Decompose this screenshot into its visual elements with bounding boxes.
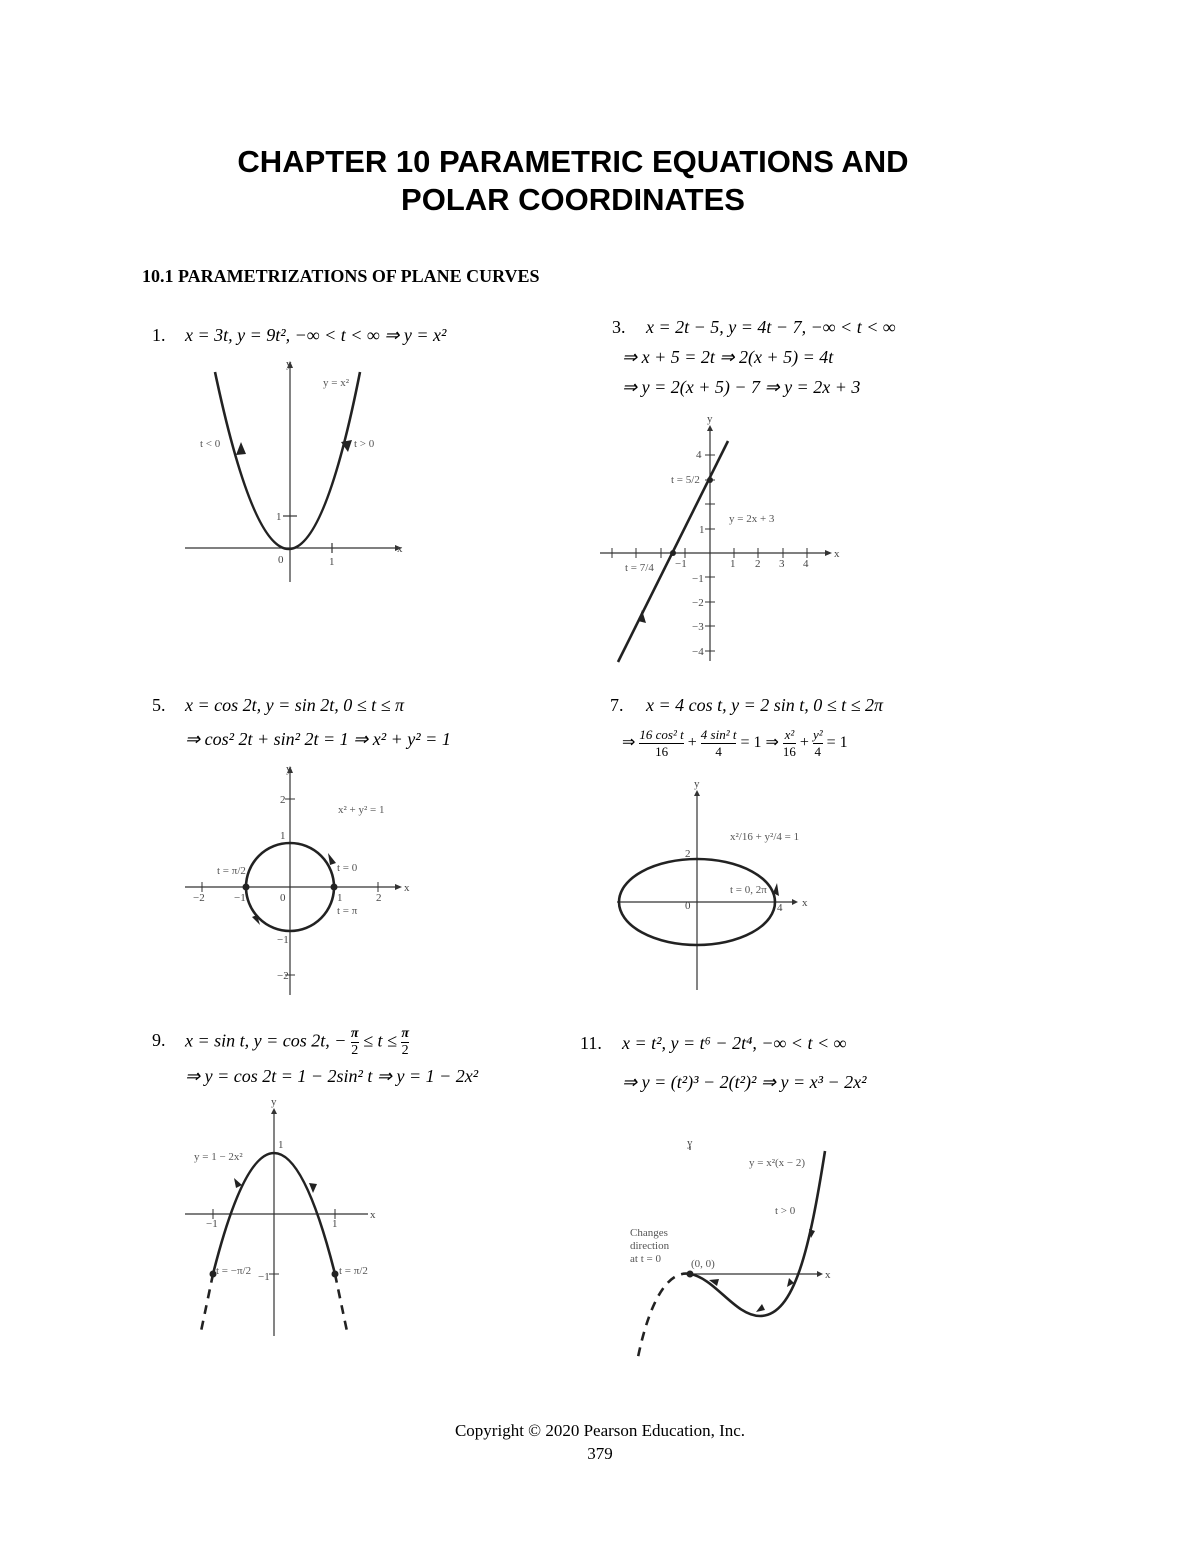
tick-label: 1	[730, 558, 736, 570]
tick-label: 0	[685, 900, 691, 912]
curve-label: y = 1 − 2x²	[194, 1151, 243, 1163]
tick-label: −2	[692, 597, 704, 609]
tick-label: 3	[779, 558, 785, 570]
tick-label: 2	[376, 892, 382, 904]
problem-equation-fraction	[185, 1026, 409, 1059]
problem-equation-fraction: ⇒ $\frac{\text{16 cos² t}}{16}$ + $\frac{\text{4 sin² t}}{4}$ = 1 ⇒ $\frac{\text{x²}}{16}$ + $\frac{\text{y²}}{4}$ = 1	[622, 727, 848, 759]
chapter-title-line2: POLAR COORDINATES	[401, 182, 745, 217]
curve-label: x² + y² = 1	[338, 804, 385, 816]
axis-label: y	[707, 413, 713, 425]
axis-label: y	[271, 1096, 277, 1108]
tick-label: 1	[276, 511, 282, 523]
fraction-numerator: x²	[784, 727, 795, 742]
curve-label: y = x²	[323, 377, 350, 389]
param-label: t = 0, 2π	[730, 884, 767, 896]
tick-label: 2	[280, 794, 286, 806]
graph-problem-1	[180, 360, 420, 590]
curve-label: y = 2x + 3	[729, 513, 775, 525]
tick-label: 4	[777, 902, 783, 914]
param-label: t > 0	[354, 438, 375, 450]
axis-label: x	[397, 543, 403, 555]
tick-label: 0	[278, 554, 284, 566]
param-label: t = 5/2	[671, 474, 700, 486]
tick-label: 1	[699, 524, 705, 536]
tick-label: 4	[803, 558, 809, 570]
tick-label: −1	[206, 1218, 218, 1230]
tick-label: 1	[329, 556, 335, 568]
tick-label: −2	[193, 892, 205, 904]
problem-equation: ⇒ y = 2(x + 5) − 7 ⇒ y = 2x + 3	[622, 377, 861, 397]
axis-label: y	[286, 358, 292, 370]
fraction-denominator: 16	[655, 744, 669, 759]
equation-text: = 1 ⇒	[740, 734, 779, 752]
axis-label: x	[825, 1269, 831, 1281]
annotation-line: direction	[630, 1240, 670, 1252]
fraction-numerator: y²	[812, 727, 823, 742]
problem-equation: ⇒ x + 5 = 2t ⇒ 2(x + 5) = 4t	[622, 347, 834, 367]
problem-equation: ⇒ y = cos 2t = 1 − 2sin² t ⇒ y = 1 − 2x²	[185, 1066, 479, 1086]
fraction-numerator: 4 sin² t	[700, 727, 737, 742]
problem-equation: ⇒ cos² 2t + sin² 2t = 1 ⇒ x² + y² = 1	[185, 729, 451, 749]
tick-label: −3	[692, 621, 704, 633]
problem-equation: x = 2t − 5, y = 4t − 7, −∞ < t < ∞	[646, 317, 896, 337]
equation-text: x = sin t, y = cos 2t, −	[185, 1030, 347, 1051]
param-label: t = π/2	[339, 1265, 368, 1277]
axis-label: y	[286, 763, 292, 775]
page-number: 379	[587, 1444, 613, 1463]
graph-problem-9	[180, 1096, 390, 1338]
problem-number: 5.	[152, 695, 166, 715]
annotation-line: Changes	[630, 1227, 668, 1239]
tick-label: 1	[278, 1139, 284, 1151]
axis-label: x	[404, 882, 410, 894]
tick-label: 4	[696, 449, 702, 461]
tick-label: 2	[685, 848, 691, 860]
problem-number: 9.	[152, 1030, 166, 1050]
curve-label: y = x²(x − 2)	[749, 1157, 806, 1169]
fraction-denominator: 2	[401, 1043, 409, 1058]
graph-problem-7	[612, 778, 832, 995]
tick-label: −4	[692, 646, 704, 658]
problem-equation: ⇒ y = (t²)³ − 2(t²)² ⇒ y = x³ − 2x²	[622, 1072, 867, 1092]
tick-label: −1	[234, 892, 246, 904]
param-label: t < 0	[200, 438, 221, 450]
tick-label: 1	[337, 892, 343, 904]
problem-equation: x = t², y = t⁶ − 2t⁴, −∞ < t < ∞	[622, 1033, 847, 1053]
fraction-denominator: 4	[715, 744, 722, 759]
annotation-line: at t = 0	[630, 1253, 661, 1265]
equation-text: = 1	[826, 734, 848, 752]
problem-equation: x = 4 cos t, y = 2 sin t, 0 ≤ t ≤ 2π	[646, 695, 884, 715]
param-label: t = π/2	[217, 865, 246, 877]
axis-label: x	[802, 897, 808, 909]
fraction-denominator: 2	[351, 1043, 359, 1058]
axis-label: y	[694, 778, 700, 790]
point-label: (0, 0)	[691, 1258, 715, 1270]
tick-label: −1	[692, 573, 704, 585]
problem-equation: x = cos 2t, y = sin 2t, 0 ≤ t ≤ π	[185, 695, 405, 715]
fraction-denominator: 16	[782, 744, 796, 759]
graph-problem-5	[180, 765, 420, 1000]
problem-number: 3.	[612, 317, 626, 337]
section-heading: 10.1 PARAMETRIZATIONS OF PLANE CURVES	[142, 266, 540, 286]
fraction-denominator: 4	[814, 744, 822, 759]
graph-problem-3	[595, 413, 845, 670]
tick-label: 2	[755, 558, 761, 570]
tick-label: −1	[277, 934, 289, 946]
param-label: t = 7/4	[625, 562, 654, 574]
fraction-numerator: 16 cos² t	[639, 727, 684, 742]
axis-label: y	[687, 1137, 693, 1149]
param-label: t = −π/2	[216, 1265, 252, 1277]
fraction-numerator: π	[401, 1026, 409, 1041]
chapter-title-line1: CHAPTER 10 PARAMETRIC EQUATIONS AND	[237, 144, 909, 179]
curve-label: x²/16 + y²/4 = 1	[730, 831, 800, 843]
axis-label: x	[834, 548, 840, 560]
tick-label: −2	[277, 970, 289, 982]
axis-label: x	[370, 1209, 376, 1221]
equation-text: ≤ t ≤	[363, 1030, 397, 1051]
tick-label: 1	[280, 830, 286, 842]
problem-number: 1.	[152, 325, 166, 345]
tick-label: 0	[280, 892, 286, 904]
problem-number: 7.	[610, 695, 624, 715]
param-label: t = 0	[337, 862, 358, 874]
problem-equation: x = 3t, y = 9t², −∞ < t < ∞ ⇒ y = x²	[185, 325, 447, 345]
problem-number: 11.	[580, 1033, 602, 1053]
param-label: t = π	[337, 905, 358, 917]
graph-problem-11	[625, 1136, 845, 1366]
param-label: t > 0	[775, 1205, 796, 1217]
copyright-notice: Copyright © 2020 Pearson Education, Inc.	[454, 1421, 746, 1440]
tick-label: −1	[258, 1271, 270, 1283]
fraction-numerator: π	[350, 1026, 359, 1041]
tick-label: −1	[675, 558, 687, 570]
tick-label: 1	[332, 1218, 338, 1230]
